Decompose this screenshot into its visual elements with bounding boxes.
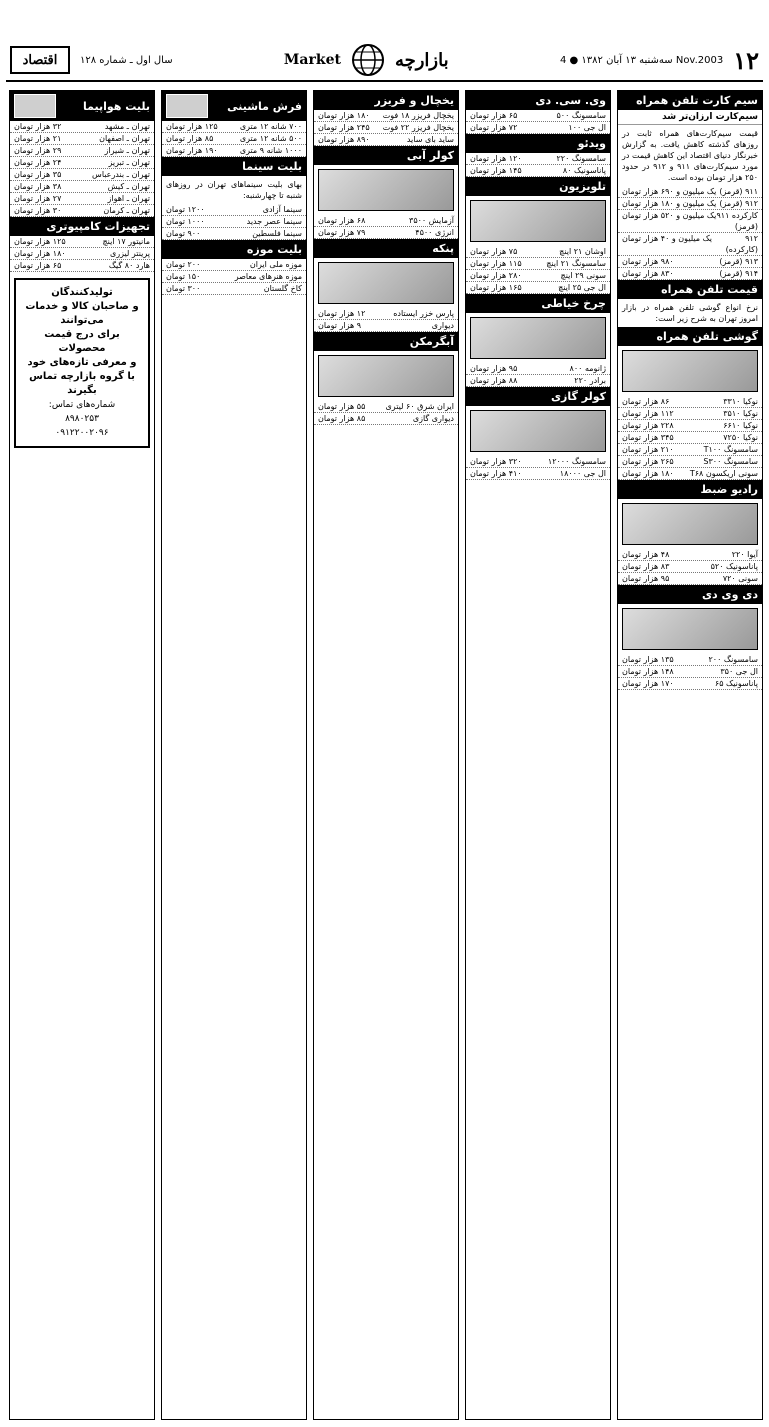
item-name: سامسونگ ۲۲۰ <box>556 154 606 163</box>
price-row <box>466 282 610 294</box>
sewing-machine-image <box>470 317 606 359</box>
item-name: یخچال فریزر ۲۲ فوت <box>382 123 454 132</box>
item-price: ۳۸ هزار تومان <box>14 182 62 191</box>
item-price: ۸۶ هزار تومان <box>622 397 670 406</box>
item-name: ۱۰۰۰ شانه ۹ متری <box>239 146 302 155</box>
price-row <box>466 468 610 480</box>
section-title: دی وی دی <box>701 588 758 601</box>
section-header <box>618 480 762 499</box>
item-name: تهران ـ کیش <box>107 182 150 191</box>
price-row <box>314 122 458 134</box>
ad-phone: ۸۹۸۰۲۵۳ <box>65 414 99 424</box>
section-header <box>162 157 306 176</box>
ad-phone-label: شماره‌های تماس: <box>48 400 116 410</box>
item-price: ۳۲۰ هزار تومان <box>470 457 522 466</box>
section-title: تجهیزات کامپیوتری <box>46 220 150 233</box>
price-row <box>314 401 458 413</box>
price-row <box>618 468 762 480</box>
item-name: آیوا ۲۲۰ <box>731 550 758 559</box>
price-row <box>466 246 610 258</box>
radio-image <box>622 503 758 545</box>
item-price: ۱۸۰ هزار تومان <box>622 469 674 478</box>
price-row <box>618 420 762 432</box>
ad-line: تولیدکنندگان <box>51 287 113 298</box>
section-header <box>314 91 458 110</box>
item-price: یک میلیون و ۵۲۰ هزار تومان <box>622 211 717 220</box>
section-title: قیمت تلفن همراه <box>661 283 758 296</box>
section-header <box>314 332 458 351</box>
section-title: تلویزیون <box>559 180 606 193</box>
price-row <box>466 153 610 165</box>
ad-line: و صاحبان کالا و خدمات می‌توانند <box>25 301 139 326</box>
item-price: ۱۴۵ هزار تومان <box>470 166 522 175</box>
column-electronics <box>465 90 611 1420</box>
section-title: سیم کارت تلفن همراه <box>636 94 758 107</box>
item-name: تهران ـ کرمان <box>103 206 150 215</box>
price-row <box>618 268 762 280</box>
section-header <box>162 240 306 259</box>
item-name: ۷۰۰ شانه ۱۲ متری <box>239 122 302 131</box>
item-name: پرینتر لیزری <box>109 249 150 258</box>
item-name: مانیتور ۱۷ اینچ <box>102 237 150 246</box>
item-price: ۲۷ هزار تومان <box>14 194 62 203</box>
item-price: ۸۵ هزار تومان <box>166 134 214 143</box>
advertisement-box <box>14 278 150 448</box>
price-row <box>162 271 306 283</box>
item-price: ۱۵۰ تومان <box>166 272 201 281</box>
item-name: سامسونگ ۲۰۰ <box>708 655 758 664</box>
item-price: ۳۰۰ تومان <box>166 284 201 293</box>
section-title: بلیت سینما <box>242 160 302 173</box>
item-name: سونی ۷۲۰ <box>722 574 758 583</box>
item-price: ۱۳۵ هزار تومان <box>622 655 674 664</box>
item-price: ۲۲۸ هزار تومان <box>622 421 674 430</box>
price-row <box>10 205 154 217</box>
tv-image <box>470 200 606 242</box>
section-title: فرش ماشینی <box>227 99 302 113</box>
item-price: ۷۲ هزار تومان <box>470 123 518 132</box>
item-price: ۶۵ هزار تومان <box>470 111 518 120</box>
section-title: چرخ خیاطی <box>541 297 606 310</box>
water-heater-image <box>318 355 454 397</box>
price-row <box>314 110 458 122</box>
section-header <box>466 387 610 406</box>
columns <box>6 90 763 1420</box>
section-title: بلیت موزه <box>246 243 302 256</box>
item-price: ۸۳ هزار تومان <box>622 562 670 571</box>
section-header <box>466 294 610 313</box>
item-name: ۵۰۰ شانه ۱۲ متری <box>239 134 302 143</box>
item-name: تهران ـ تبریز <box>108 158 150 167</box>
price-row <box>618 210 762 233</box>
paragraph: نرخ انواع گوشی تلفن همراه در بازار امروز تهران به شرح زیر است: <box>622 303 758 323</box>
section-header <box>618 327 762 346</box>
section-header <box>466 134 610 153</box>
price-row <box>10 121 154 133</box>
item-name: موزه هنرهای معاصر <box>234 272 302 281</box>
item-price: ۱۱۲ هزار تومان <box>622 409 674 418</box>
carpet-image <box>166 94 208 118</box>
price-row <box>162 283 306 295</box>
column-flights <box>9 90 155 1420</box>
price-row <box>618 186 762 198</box>
price-row <box>618 233 762 256</box>
column-appliances <box>313 90 459 1420</box>
item-name: ال جی ۲۵ اینچ <box>558 283 606 292</box>
item-price: ۲۰۰ تومان <box>166 260 201 269</box>
price-row <box>466 270 610 282</box>
item-price: ۳۵ هزار تومان <box>14 170 62 179</box>
item-name: موزه ملی ایران <box>249 260 302 269</box>
issue-number: سال اول ـ شماره ۱۲۸ <box>80 54 173 66</box>
item-name: سونی اریکسون T۶۸ <box>689 469 758 478</box>
price-row <box>314 320 458 332</box>
masthead-right <box>560 46 763 75</box>
item-name: ۹۱۲ (کارکرده) <box>725 234 758 254</box>
price-row <box>618 198 762 210</box>
item-price: ۵۵ هزار تومان <box>318 402 366 411</box>
item-price: ۱۸۰ هزار تومان <box>318 111 370 120</box>
item-name: پاناسونیک ۸۰ <box>562 166 606 175</box>
item-price: ۸۸ هزار تومان <box>470 376 518 385</box>
item-name: ژانومه ۸۰۰ <box>569 364 606 373</box>
item-price: ۱۹۰ هزار تومان <box>166 146 218 155</box>
cooler-image <box>318 169 454 211</box>
price-row <box>162 121 306 133</box>
masthead <box>6 40 763 82</box>
item-price: ۱۱۵ هزار تومان <box>470 259 522 268</box>
item-name: تهران ـ اهواز <box>107 194 150 203</box>
item-price: ۹۵ هزار تومان <box>470 364 518 373</box>
item-price: ۲۶۵ هزار تومان <box>622 457 674 466</box>
item-price: ۲۸۰ هزار تومان <box>470 271 522 280</box>
item-price: ۱۸۰ هزار تومان <box>14 249 66 258</box>
section-title: پنکه <box>432 242 454 255</box>
item-price: یک میلیون و ۱۸۰ هزار تومان <box>622 199 717 208</box>
ad-phone: ۰۹۱۲۲۰۰۲۰۹۶ <box>55 428 109 438</box>
ad-line: و معرفی تازه‌های خود <box>27 357 137 368</box>
item-price: ۱۶۵ هزار تومان <box>470 283 522 292</box>
price-row <box>466 363 610 375</box>
item-name: سینما آزادی <box>262 205 302 214</box>
fan-image <box>318 262 454 304</box>
item-name: پاناسونیک ۵۲۰ <box>710 562 758 571</box>
airplane-image <box>14 94 56 118</box>
section-header <box>10 91 154 121</box>
price-row <box>466 122 610 134</box>
section-header <box>618 91 762 110</box>
item-name: سامسونگ ۵۰۰ <box>556 111 606 120</box>
item-name: نوکیا ۷۲۵۰ <box>723 433 758 442</box>
section-header <box>618 585 762 604</box>
item-name: سامسونگ ۲۱ اینچ <box>546 259 606 268</box>
section-title: گوشی تلفن همراه <box>656 330 758 343</box>
item-price: ۶۸ هزار تومان <box>318 216 366 225</box>
item-price: ۲۹ هزار تومان <box>14 146 62 155</box>
price-row <box>618 678 762 690</box>
date-line: سه‌شنبه ۱۳ آبان ۱۳۸۲ ● 4 Nov.2003 <box>559 54 724 66</box>
item-name: کارکرده ۹۱۱ (قرمز) <box>716 211 758 231</box>
item-name: سینما فلسطین <box>252 229 302 238</box>
item-name: هارد ۸۰ گیگ <box>108 261 150 270</box>
section-header <box>466 177 610 196</box>
item-name: سامسونگ ۱۲۰۰۰ <box>547 457 606 466</box>
item-name: ال جی ۱۸۰۰۰ <box>559 469 606 478</box>
masthead-center <box>284 43 449 77</box>
item-price: ۶۵ هزار تومان <box>14 261 62 270</box>
item-price: ۹ هزار تومان <box>318 321 362 330</box>
newspaper-logo: اقتصاد <box>10 46 70 74</box>
item-name: کاخ گلستان <box>263 284 302 293</box>
item-name: ال جی ۱۰۰ <box>568 123 606 132</box>
price-row <box>314 227 458 239</box>
item-name: ساید بای ساید <box>406 135 454 144</box>
item-name: تهران ـ شیراز <box>104 146 150 155</box>
item-name: سونی ۲۹ اینچ <box>560 271 606 280</box>
item-name: پاناسونیک ۶۵ <box>714 679 758 688</box>
item-price: ۱۲۰۰ تومان <box>166 205 205 214</box>
item-price: ۳۲ هزار تومان <box>14 122 62 131</box>
ad-line: برای درج قیمت محصولات <box>44 329 120 354</box>
item-price: ۳۴۵ هزار تومان <box>622 433 674 442</box>
item-price: ۱۷۰ هزار تومان <box>622 679 674 688</box>
price-row <box>618 256 762 268</box>
section-header <box>162 91 306 121</box>
price-row <box>466 165 610 177</box>
air-conditioner-image <box>470 410 606 452</box>
price-row <box>162 259 306 271</box>
price-row <box>618 654 762 666</box>
price-row <box>618 456 762 468</box>
item-name: تهران ـ اصفهان <box>99 134 150 143</box>
item-name: ۹۱۱ (قرمز) <box>719 187 758 196</box>
item-price: ۱۲۵ هزار تومان <box>166 122 218 131</box>
item-price: ۹۸۰ هزار تومان <box>622 257 674 266</box>
price-row <box>314 134 458 146</box>
price-row <box>618 561 762 573</box>
item-price: ۱۲۰ هزار تومان <box>470 154 522 163</box>
item-price: ۴۸ هزار تومان <box>622 550 670 559</box>
price-row <box>162 145 306 157</box>
item-name: نوکیا ۶۶۱۰ <box>723 421 758 430</box>
item-name: پارس خزر ایستاده <box>393 309 454 318</box>
item-name: نوکیا ۳۳۱۰ <box>723 397 758 406</box>
section-title: یخچال و فریزر <box>374 94 454 107</box>
item-price: ۱۲ هزار تومان <box>318 309 366 318</box>
item-price: ۲۱۰ هزار تومان <box>622 445 674 454</box>
price-row <box>314 215 458 227</box>
item-price: یک میلیون و ۴۰ هزار تومان <box>622 234 713 243</box>
dvd-image <box>622 608 758 650</box>
price-row <box>10 157 154 169</box>
price-row <box>162 133 306 145</box>
price-row <box>10 145 154 157</box>
item-name: ایران شرق ۶۰ لیتری <box>385 402 454 411</box>
price-row <box>10 236 154 248</box>
paragraph: بهای بلیت سینماهای تهران در روزهای شنبه تا چهارشنبه: <box>166 180 302 200</box>
price-row <box>466 258 610 270</box>
price-row <box>10 169 154 181</box>
item-name: برادر ۲۲۰ <box>574 376 606 385</box>
masthead-left <box>6 46 173 74</box>
item-price: ۸۹۰ هزار تومان <box>318 135 370 144</box>
item-price: ۱۰۰۰ تومان <box>166 217 205 226</box>
item-name: تهران ـ بندرعباس <box>92 170 150 179</box>
column-mobile <box>617 90 763 1420</box>
subheading: سیم‌کارت ارزان‌تر شد <box>618 110 762 125</box>
item-name: نوکیا ۳۵۱۰ <box>723 409 758 418</box>
item-price: یک میلیون و ۶۹۰ هزار تومان <box>622 187 717 196</box>
item-price: ۷۵ هزار تومان <box>470 247 518 256</box>
section-title: رادیو ضبط <box>700 483 758 496</box>
column-carpet-cinema <box>161 90 307 1420</box>
item-name: دیواری <box>431 321 454 330</box>
section-header <box>466 91 610 110</box>
price-row <box>618 549 762 561</box>
item-price: ۳۰ هزار تومان <box>14 206 62 215</box>
price-row <box>466 110 610 122</box>
price-row <box>618 666 762 678</box>
price-row <box>162 204 306 216</box>
price-row <box>466 456 610 468</box>
item-price: ۷۹ هزار تومان <box>318 228 366 237</box>
paragraph: قیمت سیم‌کارت‌های همراه ثابت در روزهای گذشته کاهش یافت. به گزارش خبرنگار دنیای اقتصاد این کاهش قیمت در مورد سیم‌کارت‌های ۹۱۱ و ۹۱۲ در حدود ۲۵۰ هزار تومان بوده است. <box>622 129 758 182</box>
price-row <box>162 228 306 240</box>
price-row <box>618 408 762 420</box>
item-price: ۹۰۰ تومان <box>166 229 201 238</box>
item-price: ۲۴ هزار تومان <box>14 158 62 167</box>
globe-icon <box>351 43 385 77</box>
item-name: ۹۱۴ (قرمز) <box>719 269 758 278</box>
section-header <box>10 217 154 236</box>
page-number: ۱۲ <box>733 45 759 75</box>
item-name: آزمایش ۳۵۰۰ <box>409 216 454 225</box>
market-title-en: Market <box>283 52 341 68</box>
price-row <box>10 181 154 193</box>
phone-image <box>622 350 758 392</box>
price-row <box>162 216 306 228</box>
price-row <box>618 396 762 408</box>
item-price: ۹۵ هزار تومان <box>622 574 670 583</box>
item-price: ۱۴۸ هزار تومان <box>622 667 674 676</box>
item-name: انرژی ۴۵۰۰ <box>415 228 454 237</box>
section-header <box>618 280 762 299</box>
item-name: تهران ـ مشهد <box>104 122 150 131</box>
section-title: ویدئو <box>577 137 606 150</box>
section-header <box>314 239 458 258</box>
item-name: یخچال فریزر ۱۸ فوت <box>382 111 454 120</box>
price-row <box>10 260 154 272</box>
item-name: دیواری گازی <box>412 414 454 423</box>
price-row <box>618 432 762 444</box>
item-price: ۲۴۵ هزار تومان <box>318 123 370 132</box>
section-title: وی. سی. دی <box>535 94 606 107</box>
item-price: ۱۲۵ هزار تومان <box>14 237 66 246</box>
item-name: سامسونگ S۳۰۰ <box>703 457 758 466</box>
section-title: آبگرمکن <box>409 335 454 348</box>
item-name: ۹۱۳ (قرمز) <box>719 257 758 266</box>
item-name: اوشان ۲۱ اینچ <box>559 247 606 256</box>
section-title: بلیت هواپیما <box>82 99 150 113</box>
price-row <box>466 375 610 387</box>
item-name: سامسونگ T۱۰۰ <box>703 445 758 454</box>
price-row <box>314 413 458 425</box>
item-name: سینما عصر جدید <box>246 217 302 226</box>
price-row <box>10 193 154 205</box>
market-title-fa: بازارچه <box>394 49 449 71</box>
section-title: کولر گازی <box>550 390 606 403</box>
section-header <box>314 146 458 165</box>
price-row <box>314 308 458 320</box>
item-price: ۸۵ هزار تومان <box>318 414 366 423</box>
price-row <box>10 248 154 260</box>
ad-line: با گروه بازارچه تماس بگیرند <box>29 371 135 396</box>
price-row <box>10 133 154 145</box>
item-name: ال جی ۳۵۰ <box>720 667 758 676</box>
price-row <box>618 444 762 456</box>
price-row <box>618 573 762 585</box>
item-name: ۹۱۲ (قرمز) <box>719 199 758 208</box>
page <box>6 40 763 1420</box>
item-price: ۴۱۰ هزار تومان <box>470 469 522 478</box>
item-price: ۲۱ هزار تومان <box>14 134 62 143</box>
item-price: ۸۳۰ هزار تومان <box>622 269 674 278</box>
section-title: کولر آبی <box>406 149 454 162</box>
